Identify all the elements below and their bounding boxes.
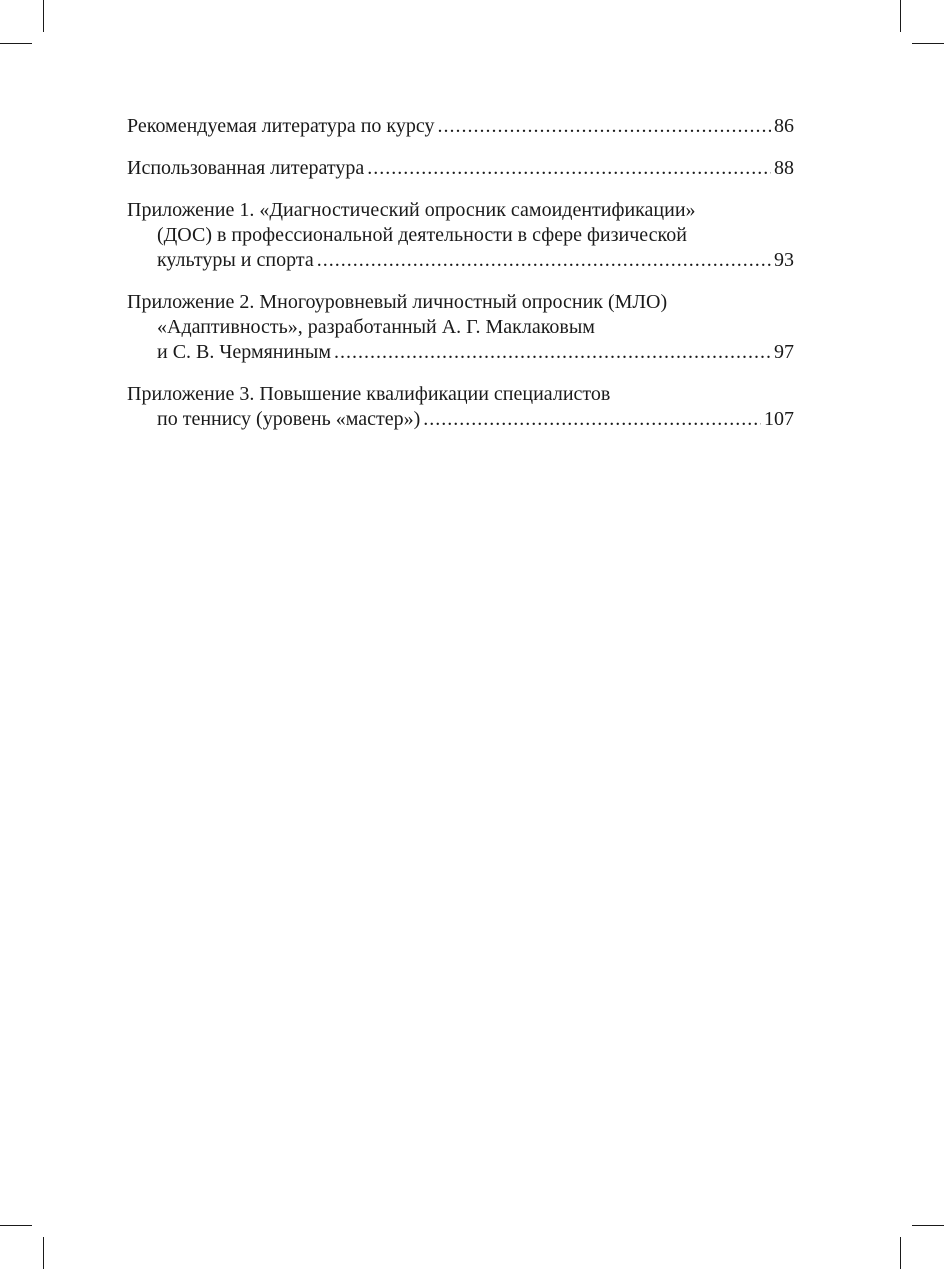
toc-page-number: 97 <box>774 341 794 363</box>
crop-mark-bottom-right-horizontal <box>912 1225 944 1226</box>
toc-page-number: 107 <box>764 408 794 430</box>
toc-entry-line <box>127 407 794 432</box>
dot-leader <box>367 156 771 181</box>
crop-mark-top-left-vertical <box>43 0 44 32</box>
dot-leader <box>334 340 771 365</box>
toc-entry-appendix-3 <box>127 382 794 432</box>
crop-mark-top-left-horizontal <box>0 43 32 44</box>
crop-mark-bottom-left-vertical <box>43 1237 44 1269</box>
toc-entry-title-line: (ДОС) в профессиональной деятельности в сфере физической <box>157 224 687 246</box>
toc-entry-title: по теннису (уровень «мастер») <box>157 408 421 430</box>
toc-page-number: 88 <box>774 157 794 179</box>
crop-mark-bottom-right-vertical <box>900 1237 901 1269</box>
toc-entry-title-line: Приложение 1. «Диагностический опросник самоидентификации» <box>127 199 696 221</box>
toc-entry-title: и С. В. Чермяниным <box>157 341 332 363</box>
toc-entry-used-literature <box>127 156 794 181</box>
toc-entry-title-line: «Адаптивность», разработанный А. Г. Маклаковым <box>157 316 595 338</box>
toc-entry-title-line: Приложение 3. Повышение квалификации специалистов <box>127 383 611 405</box>
dot-leader <box>317 248 771 273</box>
toc-entry-line <box>127 340 794 365</box>
toc-page-number: 86 <box>774 115 794 137</box>
dot-leader <box>423 407 761 432</box>
toc-entry-appendix-2 <box>127 290 794 365</box>
toc-entry-line <box>127 114 794 139</box>
toc-entry-title: Рекомендуемая литература по курсу <box>127 115 435 137</box>
toc-entry-title: культуры и спорта <box>157 249 314 271</box>
crop-mark-top-right-horizontal <box>912 43 944 44</box>
crop-mark-bottom-left-horizontal <box>0 1225 32 1226</box>
toc-entry-title-line: Приложение 2. Многоуровневый личностный опросник (МЛО) <box>127 291 668 313</box>
table-of-contents <box>127 114 794 449</box>
crop-mark-top-right-vertical <box>900 0 901 32</box>
toc-entry-title: Использованная литература <box>127 157 365 179</box>
toc-entry-line <box>127 248 794 273</box>
toc-entry-line <box>127 156 794 181</box>
toc-page-number: 93 <box>774 249 794 271</box>
dot-leader <box>437 114 771 139</box>
toc-entry-recommended-literature <box>127 114 794 139</box>
toc-entry-appendix-1 <box>127 198 794 273</box>
